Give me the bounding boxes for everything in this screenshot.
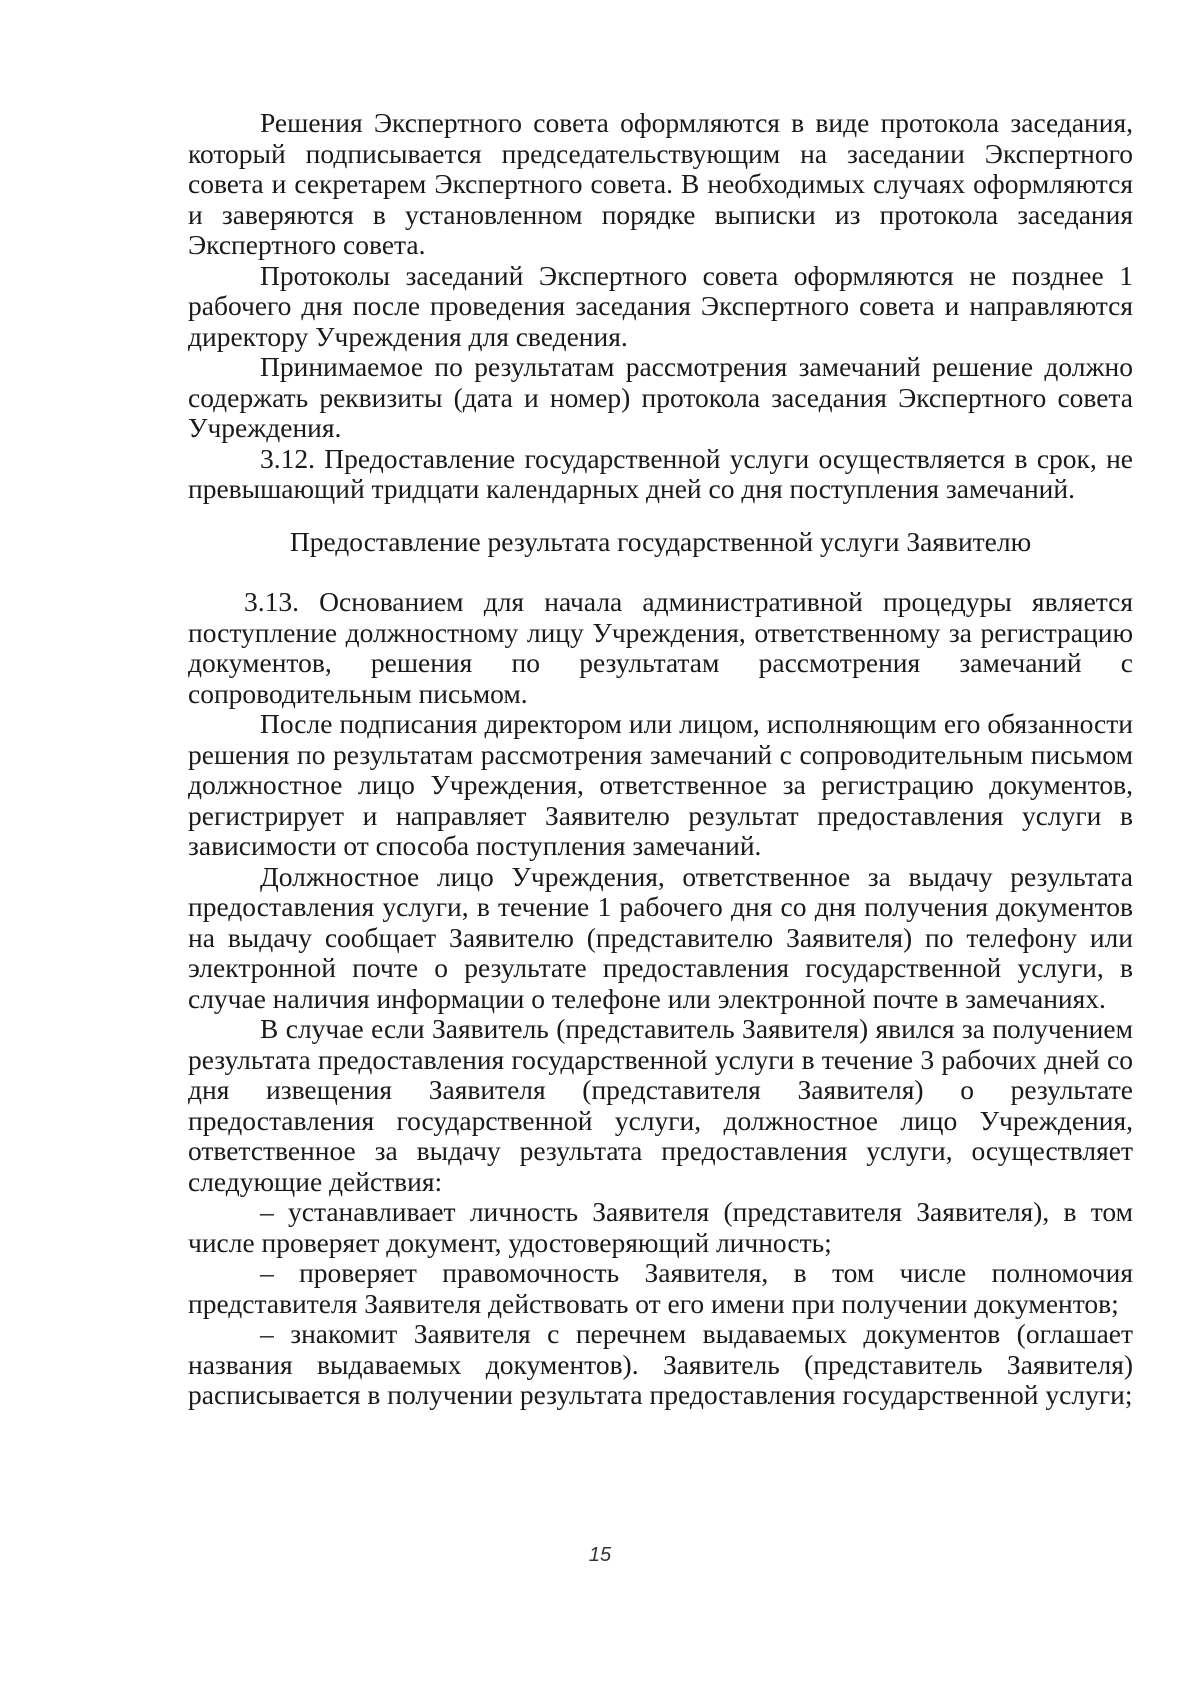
section-heading: Предоставление результата государственной услуги Заявителю	[289, 525, 1032, 557]
list-item-authority: – проверяет правомочность Заявителя, в том числе полномочия представителя Заявителя действовать от его имени при получении документов;	[188, 1257, 1133, 1319]
list-item-identify: – устанавливает личность Заявителя (представителя Заявителя), в том числе проверяет документ, удостоверяющий личность;	[188, 1196, 1133, 1258]
paragraph-after-signing: После подписания директором или лицом, исполняющим его обязанности решения по результатам рассмотрения замечаний с сопроводительным письмом должностное лицо Учреждения, ответственное за регистрацию документов, регистрирует и направляет Заявителю результат предоставления услуги в зависимости от способа поступления замечаний.	[188, 708, 1133, 861]
list-item-documents: – знакомит Заявителя с перечнем выдаваемых документов (оглашает названия выдаваемых документов). Заявитель (представитель Заявителя) расписывается в получении результата предоставления государственной услуги;	[188, 1318, 1133, 1410]
document-page	[188, 108, 1133, 1411]
paragraph-notification: Должностное лицо Учреждения, ответственное за выдачу результата предоставления услуги, в течение 1 рабочего дня со дня получения документов на выдачу сообщает Заявителю (представителю Заявителя) по телефону или электронной почте о результате предоставления государственной услуги, в случае наличия информации о телефоне или электронной почте в замечаниях.	[188, 860, 1133, 1014]
paragraph-applicant-visit: В случае если Заявитель (представитель Заявителя) явился за получением результата предоставления государственной услуги в течение 3 рабочих дней со дня извещения Заявителя (представителя Заявителя) о результате предоставления государственной услуги, должностное лицо Учреждения, ответственное за выдачу результата предоставления услуги, осуществляет следующие действия:	[188, 1013, 1133, 1197]
page-number: 15	[588, 1544, 612, 1566]
paragraph-3-12: 3.12. Предоставление государственной услуги осуществляется в срок, не превышающий тридцати календарных дней со дня поступления замечаний.	[188, 442, 1133, 504]
paragraph-decision-requisites: Принимаемое по результатам рассмотрения замечаний решение должно содержать реквизиты (дата и номер) протокола заседания Экспертного совета Учреждения.	[188, 351, 1133, 443]
paragraph-protocol-deadline: Протоколы заседаний Экспертного совета оформляются не позднее 1 рабочего дня после проведения заседания Экспертного совета и направляются директору Учреждения для сведения.	[188, 259, 1133, 352]
paragraph-3-13: 3.13. Основанием для начала административной процедуры является поступление должностному лицу Учреждения, ответственному за регистрацию документов, решения по результатам рассмотрения замечаний с сопроводительным письмом.	[188, 586, 1133, 709]
paragraph-protocol-decisions: Решения Экспертного совета оформляются в виде протокола заседания, который подписывается председательствующим на заседании Экспертного совета и секретарем Экспертного совета. В необходимых случаях оформляются и заверяются в установленном порядке выписки из протокола заседания Экспертного совета.	[188, 107, 1133, 260]
